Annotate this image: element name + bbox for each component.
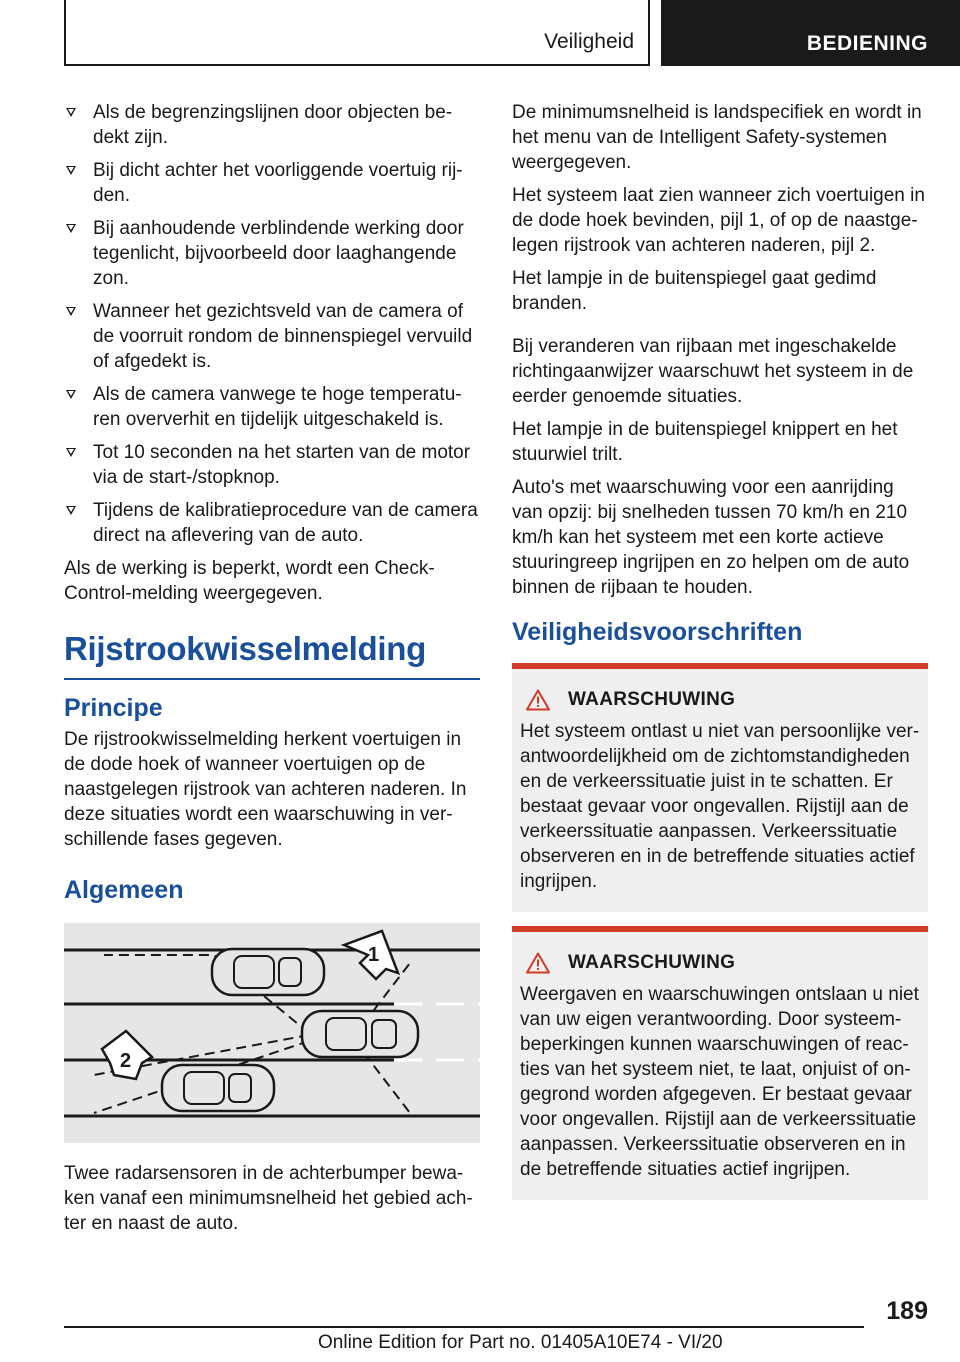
- arrow-1-label: 1: [368, 944, 380, 966]
- paragraph: Het lampje in de buitenspiegel knippert en het stuurwiel trilt.: [512, 419, 898, 465]
- car-icon: [162, 1065, 274, 1111]
- list-item: Tot 10 seconden na het starten van de motor via de start-/stopknop.: [64, 440, 480, 490]
- footer-edition: Online Edition for Part no. 01405A10E74 - VI/20: [318, 1332, 723, 1353]
- triangle-bullet-icon: [66, 307, 76, 316]
- paragraph: Het systeem laat zien wanneer zich voertuigen in de dode hoek bevinden, pijl 1, of op de naastge-legen rijstrook van achteren naderen, pijl 2.: [512, 185, 925, 256]
- triangle-bullet-icon: [66, 224, 76, 233]
- list-item: Als de begrenzingslijnen door objecten be-dekt zijn.: [64, 100, 480, 150]
- principe-text: De rijstrookwisselmelding herkent voertuigen in de dode hoek of wanneer voertuigen op de naastgelegen rijstrook van achteren naderen. In deze situaties wordt een waarschuwing in ver-schillende fases gegeven.: [64, 729, 467, 850]
- list-item: Wanneer het gezichtsveld van de camera of de voorruit rondom de binnenspiegel vervuild of afgedekt is.: [64, 299, 480, 374]
- paragraph: Auto's met waarschuwing voor een aanrijding van opzij: bij snelheden tussen 70 km/h en 210 km/h kan het systeem met een korte actieve stuuringreep ingrijpen en zo helpen om de auto binnen de rijbaan te houden.: [512, 477, 910, 598]
- paragraph: De minimumsnelheid is landspecifiek en wordt in het menu van de Intelligent Safety-systemen weergegeven.: [512, 102, 922, 173]
- triangle-bullet-icon: [66, 390, 76, 399]
- principe-heading: Principe: [64, 694, 163, 722]
- warning-triangle-icon: [526, 689, 550, 711]
- header-section-title: Veiligheid: [544, 30, 634, 53]
- left-column: [64, 100, 480, 1244]
- algemeen-heading: Algemeen: [64, 876, 184, 904]
- header-chapter-title: BEDIENING: [806, 32, 928, 55]
- warning-text: Het systeem ontlast u niet van persoonlijke ver-antwoordelijkheid om de zichtomstandigheden en de verkeerssituatie juist in te schatten. Er bestaat gevaar voor ongevallen. Rijstijl aan de verkeerssituatie aanpassen. Verkeerssituatie observeren en in de betreffende situaties actief ingrijpen.: [520, 721, 920, 892]
- safety-heading: Veiligheidsvoorschriften: [512, 618, 803, 646]
- car-icon: [212, 949, 324, 995]
- arrow-1-icon: [344, 931, 398, 979]
- figure-caption: Twee radarsensoren in de achterbumper bewa-ken vanaf een minimumsnelheid het gebied ach-ter en naast de auto.: [64, 1163, 473, 1234]
- check-control-note: Als de werking is beperkt, wordt een Check-Control-melding weergegeven.: [64, 558, 435, 604]
- warning-box: [512, 663, 928, 912]
- triangle-bullet-icon: [66, 108, 76, 117]
- list-item: Bij aanhoudende verblindende werking door tegenlicht, bijvoorbeeld door laaghangende zon.: [64, 216, 480, 291]
- limitations-list: [64, 100, 480, 548]
- right-column: [512, 100, 928, 1200]
- list-item: Als de camera vanwege te hoge temperatu-ren oververhit en tijdelijk uitgeschakeld is.: [64, 382, 480, 432]
- header-chapter-tab: [661, 0, 960, 66]
- car-icon: [302, 1011, 418, 1057]
- warning-title-row: [520, 952, 920, 974]
- lane-change-illustration: [64, 923, 480, 1143]
- warning-title: WAARSCHUWING: [568, 689, 736, 710]
- triangle-bullet-icon: [66, 448, 76, 457]
- paragraph: Het lampje in de buitenspiegel gaat gedimd branden.: [512, 268, 877, 314]
- chapter-title: Rijstrookwisselmelding: [64, 630, 480, 680]
- warning-text: Weergaven en waarschuwingen ontslaan u niet van uw eigen verantwoording. Door systeem-beperkingen kunnen waarschuwingen of reac-ties van het systeem niet, te laat, onjuist of on-gegrond worden afgegeven. Er bestaat gevaar voor ongevallen. Rijstijl aan de verkeerssituatie aanpassen. Verkeerssituatie observeren en in de betreffende situaties actief ingrijpen.: [520, 984, 919, 1180]
- footer-divider: [64, 1326, 864, 1328]
- list-item: Bij dicht achter het voorliggende voertuig rij-den.: [64, 158, 480, 208]
- warning-box: [512, 926, 928, 1200]
- triangle-bullet-icon: [66, 166, 76, 175]
- triangle-bullet-icon: [66, 506, 76, 515]
- arrow-2-icon: [102, 1031, 152, 1079]
- list-item: Tijdens de kalibratieprocedure van de camera direct na aflevering van de auto.: [64, 498, 480, 548]
- paragraph: Bij veranderen van rijbaan met ingeschakelde richtingaanwijzer waarschuwt het systeem in de eerder genoemde situaties.: [512, 336, 914, 407]
- warning-title-row: [520, 689, 920, 711]
- warning-triangle-icon: [526, 952, 550, 974]
- road-diagram: [64, 923, 480, 1143]
- arrow-2-label: 2: [120, 1050, 132, 1072]
- header-section-box: [64, 0, 650, 66]
- page-number: 189: [886, 1297, 928, 1325]
- warning-title: WAARSCHUWING: [568, 952, 736, 973]
